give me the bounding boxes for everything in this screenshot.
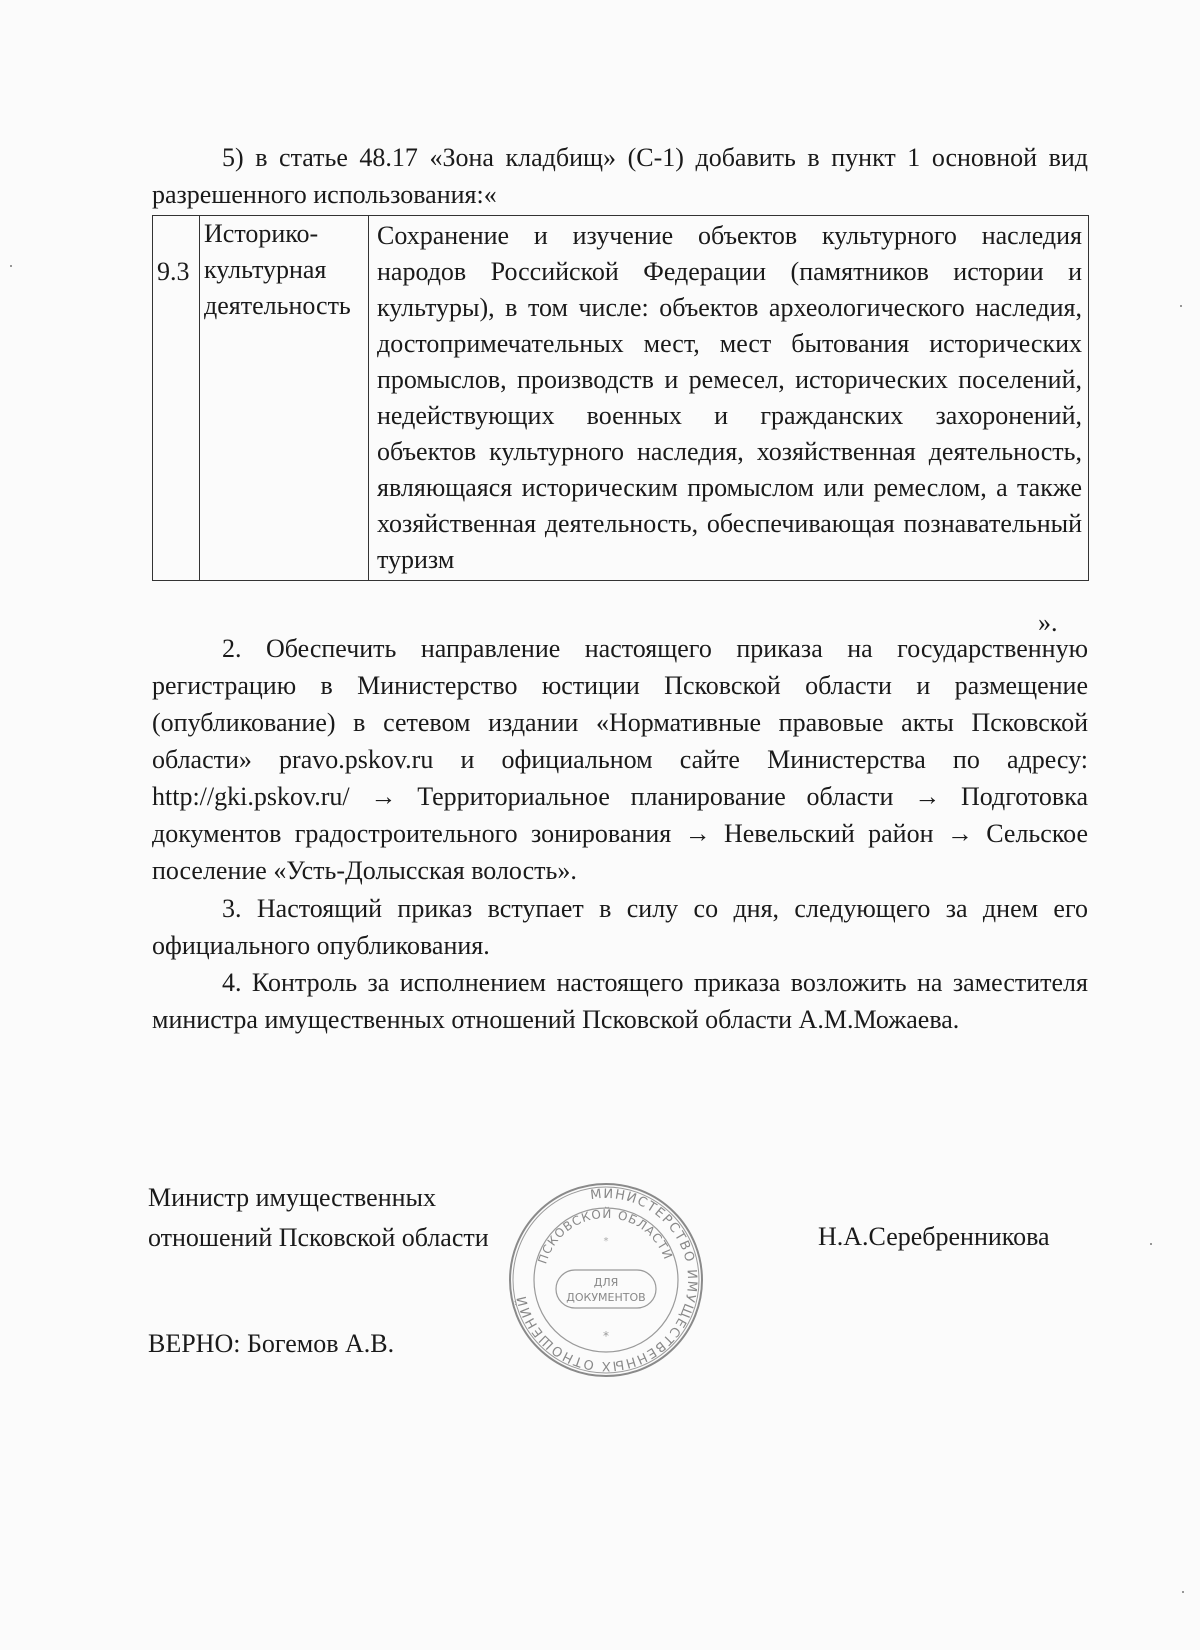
stamp-center-line1: ДЛЯ <box>593 1276 619 1289</box>
table-row <box>153 216 1089 581</box>
paragraph-4: 4. Контроль за исполнением настоящего приказа возложить на заместителя министра имущественных отношений Псковской области А.М.Можаева. <box>152 968 1088 1034</box>
signer-name: Н.А.Серебренникова <box>818 1222 1050 1251</box>
row-number: 9.3 <box>153 216 200 581</box>
verified-by: ВЕРНО: Богемов А.В. <box>148 1329 395 1358</box>
land-use-table <box>152 215 1089 581</box>
scan-speck <box>10 265 12 267</box>
scan-speck <box>1150 1243 1152 1245</box>
row-description: Сохранение и изучение объектов культурного наследия народов Российской Федерации (памятников истории и культуры), в том числе: объектов археологического наследия, достопримечательных мест, мест бытования исторических промыслов, производств и ремесел, исторических поселений, недействующих военных и гражданских захоронений, объектов культурного наследия, хозяйственная деятельность, являющаяся историческим промыслом или ремеслом, а также хозяйственная деятельность, обеспечивающая познавательный туризм <box>369 216 1089 581</box>
signer-position-line2: отношений Псковской области <box>148 1223 489 1252</box>
scan-speck <box>1180 305 1182 307</box>
paragraph-3: 3. Настоящий приказ вступает в силу со дня, следующего за днем его официального опубликования. <box>152 894 1088 960</box>
paragraph-2: 2. Обеспечить направление настоящего приказа на государственную регистрацию в Министерство юстиции Псковской области и размещение (опубликование) в сетевом издании «Нормативные правовые акты Псковской области» pravo.pskov.ru и официальном сайте Министерства по адресу: http://gki.pskov.ru/ → Территориальное планирование области → Подготовка документов градостроительного зонирования → Невельский район → Сельское поселение «Усть-Долысская волость». <box>152 634 1088 885</box>
stamp-center-line2: ДОКУМЕНТОВ <box>566 1291 646 1304</box>
stamp-outer-text: МИНИСТЕРСТВО ИМУЩЕСТВЕННЫХ ОТНОШЕНИЙ <box>514 1186 700 1374</box>
stamp-top-star-icon: * <box>603 1236 609 1247</box>
stamp-inner-text: ПСКОВСКОЙ ОБЛАСТИ <box>535 1206 676 1266</box>
signer-position <box>148 1178 528 1258</box>
closing-quote: ». <box>1038 608 1058 637</box>
signer-position-line1: Министр имущественных <box>148 1183 437 1212</box>
row-name: Историко-культурная деятельность <box>200 216 369 581</box>
official-stamp <box>506 1180 706 1380</box>
stamp-star-icon: * <box>603 1329 609 1343</box>
intro-paragraph: 5) в статье 48.17 «Зона кладбищ» (С-1) добавить в пункт 1 основной вид разрешенного использования:« <box>152 143 1088 209</box>
scan-speck <box>1182 1591 1184 1593</box>
